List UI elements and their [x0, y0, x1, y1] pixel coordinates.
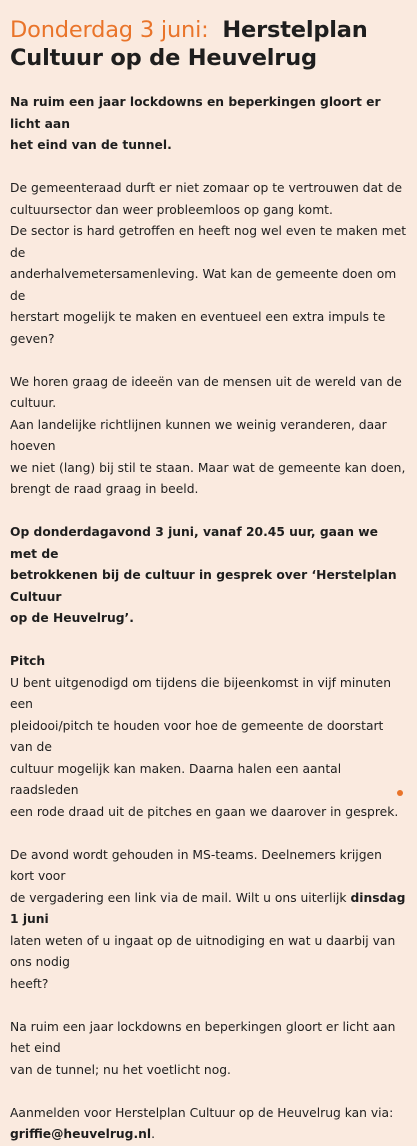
paragraph-event [10, 522, 407, 630]
email-link[interactable]: griffie@heuvelrug.nl [10, 1127, 152, 1141]
article-body [10, 92, 407, 1146]
title-part-1: Herstelplan [222, 17, 368, 43]
page-title [10, 16, 407, 72]
paragraph-signup [10, 1103, 407, 1146]
paragraph-context [10, 178, 407, 350]
text-line: herstart mogelijk te maken en eventueel een extra impuls te geven? [10, 310, 386, 346]
text-line: Aan landelijke richtlijnen kunnen we weinig veranderen, daar hoeven [10, 417, 387, 453]
text-line: betrokkenen bij de cultuur in gesprek over ‘Herstelplan Cultuur [10, 568, 397, 604]
signup-period: . [151, 1127, 156, 1141]
deadline-date: dinsdag 1 juni [10, 890, 406, 926]
text-line: cultuursector dan weer probleemloos op gang komt. [10, 202, 333, 217]
text-line: laten weten of u ingaat op de uitnodiging en wat u daarbij van ons nodig [10, 933, 396, 969]
text-line: Na ruim een jaar lockdowns en beperkingen gloort er licht aan het eind [10, 1019, 396, 1055]
text-line: brengt de raad graag in beeld. [10, 482, 199, 496]
text-line: De avond wordt gehouden in MS-teams. Deelnemers krijgen kort voor [10, 847, 382, 883]
text-line: anderhalvemetersamenleving. Wat kan de gemeente doen om de [10, 267, 397, 303]
text-line: De sector is hard getroffen en heeft nog wel even te maken met de [10, 224, 407, 260]
intro-line: Na ruim een jaar lockdowns en beperkingen gloort er licht aan [10, 95, 381, 131]
intro-line: het eind van de tunnel. [10, 138, 172, 152]
text-line: van de tunnel; nu het voetlicht nog. [10, 1062, 231, 1077]
paragraph-pitch [10, 651, 407, 823]
text-line: cultuur mogelijk kan maken. Daarna halen een aantal raadsleden [10, 761, 342, 797]
paragraph-ideas [10, 372, 407, 501]
text-line: pleidooi/pitch te houden voor hoe de gemeente de doorstart van de [10, 718, 384, 754]
text-line: we niet (lang) bij stil te staan. Maar wat de gemeente kan doen, [10, 460, 406, 475]
title-date: Donderdag 3 juni: [10, 17, 209, 43]
paragraph-teams [10, 845, 407, 996]
text-line: Aanmelden voor Herstelplan Cultuur op de Heuvelrug kan via: [10, 1105, 394, 1120]
text-line: Op donderdagavond 3 juni, vanaf 20.45 uur, gaan we met de [10, 525, 379, 561]
text-line: op de Heuvelrug’. [10, 611, 134, 625]
intro-paragraph [10, 92, 407, 157]
text-line: de vergadering een link via de mail. Wilt u ons uiterlijk [10, 890, 347, 905]
text-line: We horen graag de ideeën van de mensen uit de wereld van de cultuur. [10, 374, 402, 410]
paragraph-closing [10, 1017, 407, 1082]
end-marker-dot-icon [397, 790, 403, 796]
title-part-2: Cultuur op de Heuvelrug [10, 45, 317, 71]
text-line: U bent uitgenodigd om tijdens die bijeenkomst in vijf minuten een [10, 675, 392, 711]
pitch-heading: Pitch [10, 654, 46, 668]
text-line: heeft? [10, 976, 49, 991]
text-line: een rode draad uit de pitches en gaan we daarover in gesprek. [10, 804, 399, 819]
text-line: De gemeenteraad durft er niet zomaar op te vertrouwen dat de [10, 181, 403, 195]
